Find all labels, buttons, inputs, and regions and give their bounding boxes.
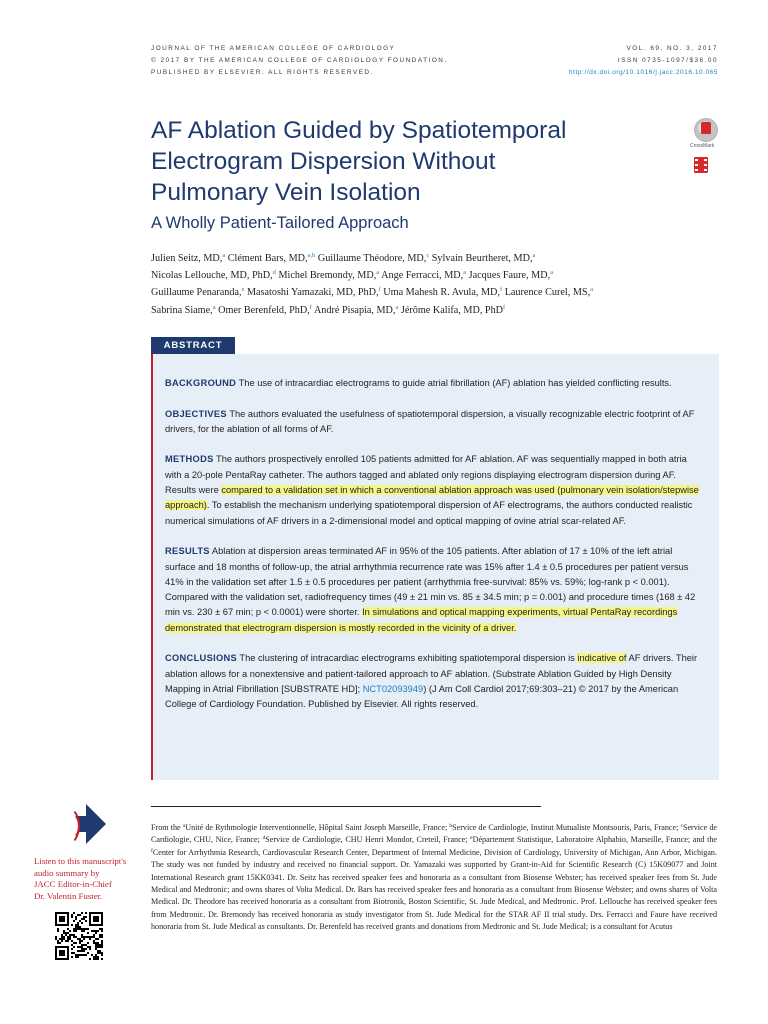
author-line <box>151 267 711 284</box>
author-affiliation-marker[interactable]: a <box>395 303 399 311</box>
author-name: Guillaume Penaranda, <box>151 287 242 299</box>
author-name: Masatoshi Yamazaki, MD, PhD, <box>244 287 379 299</box>
audio-line: Listen to this manuscript's <box>34 856 127 866</box>
copyright-line: © 2017 BY THE AMERICAN COLLEGE OF CARDIOLOGY FOUNDATION. <box>151 57 448 64</box>
author-affiliation-marker[interactable]: a <box>212 303 216 311</box>
affiliation-marker: b <box>449 823 453 829</box>
footnote-text: From the <box>151 823 183 832</box>
author-name: Laurence Curel, MS, <box>502 287 591 299</box>
author-name: Sabrina Siame, <box>151 304 213 316</box>
affiliation-marker: a <box>182 823 186 829</box>
highlighted-text: indicative of <box>577 653 627 664</box>
author-name: Julien Seitz, MD, <box>151 253 223 264</box>
journal-header-left <box>151 45 448 81</box>
abstract-objectives <box>165 407 705 438</box>
crossmark-label: CrossMark <box>690 143 715 149</box>
abstract-sections <box>165 376 705 728</box>
author-line <box>151 284 711 301</box>
highlighted-text: compared to a validation set in which a conventional ablation approach was used (pulmonary vein isolation/stepwise approach) <box>165 485 699 511</box>
title-line: AF Ablation Guided by Spatiotemporal <box>151 117 567 144</box>
author-name: Nicolas Lellouche, MD, PhD, <box>151 270 273 282</box>
author-affiliation-marker[interactable]: a,b <box>307 252 316 259</box>
video-icon[interactable] <box>694 157 708 173</box>
author-affiliation-marker[interactable]: f <box>499 286 503 294</box>
author-affiliation-marker[interactable]: a <box>590 286 594 294</box>
abstract-text: . To establish the mechanism underlying spatiotemporal dispersion of AF electrograms, the authors conducted realistic numerical simulations of AF drivers in a 2-dimensional model and optical mapping of ovine atrial scar-related AF. <box>165 500 693 526</box>
audio-line: Dr. Valentin Fuster. <box>34 890 103 901</box>
audio-line: audio summary by <box>34 867 100 878</box>
trial-registry-link[interactable]: NCT02093949 <box>362 683 424 694</box>
qr-code-icon[interactable] <box>55 912 103 960</box>
abstract-conclusions-heading: CONCLUSIONS <box>165 653 237 664</box>
author-affiliation-marker[interactable]: a <box>376 269 380 277</box>
footnote-text: Service de Cardiologie, CHU, Nice, France; <box>151 823 718 845</box>
footnote-text: Service de Cardiologie, CHU Henri Mondor, Creteil, France; <box>265 835 471 845</box>
abstract-text: AF drivers. Their ablation allows for a nonextensive and patient-tailored approach to AF ablation. (Substrate Ablation Guided by High Density Mapping in Atrial Fibrillation [SUBSTRATE HD]; <box>165 653 698 694</box>
author-name: Omer Berenfeld, PhD, <box>215 304 310 316</box>
audio-summary-text <box>34 856 144 902</box>
author-name: Guillaume Théodore, MD, <box>315 253 427 264</box>
footnote-text: Service de Cardiologie, Institut Mutualiste Montsouris, Paris, France; <box>452 823 681 832</box>
author-affiliation-marker[interactable]: a <box>532 252 536 259</box>
highlighted-text: In simulations and optical mapping experiments, virtual PentaRay recordings demonstrated that electrogram dispersion is mostly recorded in the vicinity of a driver. <box>165 607 678 633</box>
abstract-text: ) (J Am Coll Cardiol 2017;69:303–21) © 2017 by the American College of Cardiology Foundation. Published by Elsevier. All rights reserved. <box>165 683 679 710</box>
abstract-conclusions <box>165 651 705 712</box>
author-affiliation-marker[interactable]: a <box>550 269 554 277</box>
affiliation-marker: e <box>470 835 473 842</box>
affiliation-marker: f <box>151 847 153 854</box>
author-affiliation-marker[interactable]: e <box>241 286 245 294</box>
abstract-background-heading: BACKGROUND <box>165 378 237 388</box>
issn-line: ISSN 0735-1097/$36.00 <box>617 57 718 64</box>
affiliation-footnote <box>151 822 717 934</box>
author-affiliation-marker[interactable]: f <box>503 303 506 311</box>
doi-link[interactable]: http://dx.doi.org/10.1016/j.jacc.2016.10.065 <box>569 69 718 76</box>
abstract-tab: ABSTRACT <box>151 337 235 354</box>
abstract-methods <box>165 452 705 528</box>
rights-line: PUBLISHED BY ELSEVIER. ALL RIGHTS RESERVED. <box>151 69 374 76</box>
author-name: Clément Bars, MD, <box>225 253 308 264</box>
volume-line: VOL. 69, NO. 3, 2017 <box>626 45 718 52</box>
affiliation-marker: d <box>262 835 266 842</box>
author-name: Michel Bremondy, MD, <box>275 270 377 282</box>
author-name: Uma Mahesh R. Avula, MD, <box>380 287 500 299</box>
audio-line: JACC Editor-in-Chief <box>34 879 112 889</box>
author-name: Jérôme Kalifa, MD, PhD <box>398 304 504 316</box>
abstract-text: The clustering of intracardiac electrograms exhibiting spatiotemporal dispersion is <box>237 653 578 664</box>
journal-header-right <box>569 45 718 81</box>
author-affiliation-marker[interactable]: f <box>378 286 381 294</box>
journal-name: JOURNAL OF THE AMERICAN COLLEGE OF CARDIOLOGY <box>151 45 396 52</box>
abstract-text: Ablation at dispersion areas terminated AF in 95% of the 105 patients. After ablation of 17 ± 10% of the left atrial surface and 18 months of follow-up, the atrial arrhythmia recurrence rate was 15% after 1.4 ± 0.5 procedures per patient versus 41% in the validation set after 1.5 ± 0.5 procedures per patient (arrhythmia free-survival: 85% vs. 59%; log-rank p < 0.001). Compared with the validation set, radiofrequency times (49 ± 21 min vs. 85 ± 34.5 min; p = 0.001) and procedure times (168 ± 42 min vs. 230 ± 67 min; p < 0.0001) were shorter. <box>165 546 696 618</box>
abstract-results-heading: RESULTS <box>165 546 210 557</box>
author-affiliation-marker[interactable]: a <box>222 252 226 259</box>
footnote-rule <box>151 806 541 807</box>
abstract-background <box>165 376 705 391</box>
footnote-text: Unité de Rythmologie Interventionnelle, Hôpital Saint Joseph Marseille, France; <box>185 823 450 832</box>
author-affiliation-marker[interactable]: c <box>426 252 430 259</box>
author-list <box>151 250 711 319</box>
author-affiliation-marker[interactable]: d <box>272 269 276 277</box>
abstract-text: The authors prospectively enrolled 105 patients admitted for AF ablation. AF was sequentially mapped in both atria with a 20-pole PentaRay catheter. The authors tagged and ablated only regions displaying electrogram dispersion during AF. Results were <box>165 454 687 496</box>
abstract-methods-heading: METHODS <box>165 454 214 465</box>
abstract-box <box>151 354 719 780</box>
author-affiliation-marker[interactable]: a <box>463 269 467 277</box>
abstract-objectives-heading: OBJECTIVES <box>165 408 227 419</box>
author-line <box>151 250 711 267</box>
abstract-text: The authors evaluated the usefulness of spatiotemporal dispersion, a visually recognizable electric footprint of AF drivers, for the ablation of all forms of AF. <box>165 408 695 434</box>
title-line: Electrogram Dispersion Without <box>151 148 496 175</box>
author-line <box>151 302 711 319</box>
article-title <box>151 115 671 208</box>
crossmark-badge[interactable] <box>690 118 720 152</box>
title-line: Pulmonary Vein Isolation <box>151 179 421 206</box>
article-subtitle: A Wholly Patient-Tailored Approach <box>151 214 409 232</box>
crossmark-icon <box>694 118 718 142</box>
author-name: Ange Ferracci, MD, <box>379 270 464 282</box>
abstract-results <box>165 544 705 636</box>
author-name: Sylvain Beurtheret, MD, <box>429 253 533 264</box>
abstract-text: The use of intracardiac electrograms to guide atrial fibrillation (AF) ablation has yielded conflicting results. <box>236 378 672 388</box>
author-affiliation-marker[interactable]: f <box>309 303 312 311</box>
footnote-text: Center for Arrhythmia Research, Cardiovascular Research Center, Department of Internal Medicine, Division of Cardiology, University of Michigan, Ann Arbor, Michigan. The study was not funded by industry and received no financial support. Dr. Yamazaki was supported by Grant-in-Aid for Scientific Research (C) 15K09077 and Joint International Research grant 15KK0341. Dr. Seitz has received speaker fees and honoraria as a consultant from Biosense Webster; has received speaker fees from St. Jude Medical and Medtronic; and owns shares of Volta Medical. Dr. Bars has received speaker fees and honoraria as a consultant from Biosense Webster; and owns shares of Volta Medical. Dr. Theodore has received honoraria as a consultant from Biotronik, Boston Scientific, St. Jude Medical, and Medtronic. Prof. Lellouche has received speaker fees from Medtronic. Dr. Bremondy has received honoraria as study investigator from St. Jude Medical for the STAR AF II trial study. Drs. Ferracci and Faure have received honoraria from St. Jude Medical as consultants. Dr. Berenfeld has received grants and donations from Medtronic and St. Jude Medical; is a consultant for Acutus <box>151 847 717 932</box>
affiliation-marker: c <box>680 823 683 829</box>
author-name: André Pisapia, MD, <box>311 304 396 316</box>
audio-speaker-icon[interactable] <box>58 800 108 848</box>
author-name: Jacques Faure, MD, <box>466 270 551 282</box>
footnote-text: Département Statistique, Laboratoire Alphabio, Marseille, France; and the <box>472 835 717 845</box>
